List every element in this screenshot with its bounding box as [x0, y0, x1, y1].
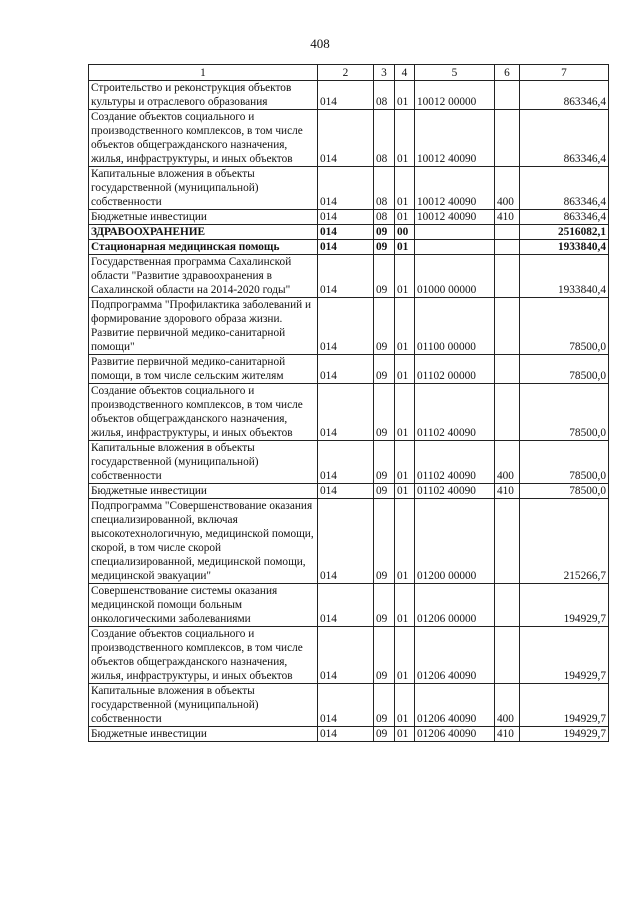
row-target-article-code: [415, 240, 495, 255]
row-target-article-code: 01206 40090: [415, 627, 495, 684]
row-name-cell: Бюджетные инвестиции: [89, 484, 318, 499]
row-section-code: 08: [374, 110, 395, 167]
row-section-code: 09: [374, 255, 395, 298]
row-amount: 78500,0: [520, 484, 609, 499]
row-subsection-code: 01: [395, 499, 415, 584]
row-expense-type-code: [495, 355, 520, 384]
row-name-cell: Капитальные вложения в объекты государственной (муниципальной) собственности: [89, 441, 318, 484]
table-row: [89, 225, 609, 240]
row-name-cell: Стационарная медицинская помощь: [89, 240, 318, 255]
row-department-code: 014: [318, 110, 374, 167]
row-expense-type-code: [495, 240, 520, 255]
table-body: [89, 65, 609, 742]
row-name-cell: Капитальные вложения в объекты государственной (муниципальной) собственности: [89, 684, 318, 727]
table-row: [89, 81, 609, 110]
column-header: 3: [374, 65, 395, 81]
row-section-code: 09: [374, 225, 395, 240]
row-section-code: 09: [374, 441, 395, 484]
row-amount: 863346,4: [520, 167, 609, 210]
table-row: [89, 484, 609, 499]
row-amount: 194929,7: [520, 627, 609, 684]
row-department-code: 014: [318, 484, 374, 499]
row-amount: 863346,4: [520, 110, 609, 167]
row-subsection-code: 01: [395, 627, 415, 684]
budget-table: [88, 64, 609, 742]
header-row: [89, 65, 609, 81]
row-department-code: 014: [318, 441, 374, 484]
row-target-article-code: 01102 40090: [415, 384, 495, 441]
row-expense-type-code: 400: [495, 167, 520, 210]
row-name-cell: Создание объектов социального и производственного комплексов, в том числе объектов общегражданского назначения, жилья, инфраструктуры, и иных объектов: [89, 110, 318, 167]
row-amount: 863346,4: [520, 81, 609, 110]
row-amount: 2516082,1: [520, 225, 609, 240]
row-expense-type-code: 410: [495, 484, 520, 499]
row-section-code: 09: [374, 298, 395, 355]
row-amount: 1933840,4: [520, 240, 609, 255]
row-amount: 78500,0: [520, 298, 609, 355]
row-section-code: 09: [374, 499, 395, 584]
row-target-article-code: 01102 40090: [415, 441, 495, 484]
row-amount: 863346,4: [520, 210, 609, 225]
row-subsection-code: 01: [395, 81, 415, 110]
table-row: [89, 210, 609, 225]
row-department-code: 014: [318, 210, 374, 225]
row-expense-type-code: [495, 225, 520, 240]
row-name-cell: Совершенствование системы оказания медицинской помощи больным онкологическими заболеваниями: [89, 584, 318, 627]
row-expense-type-code: 400: [495, 441, 520, 484]
row-expense-type-code: [495, 255, 520, 298]
row-subsection-code: 00: [395, 225, 415, 240]
row-section-code: 09: [374, 727, 395, 742]
row-target-article-code: 01206 00000: [415, 584, 495, 627]
row-subsection-code: 01: [395, 684, 415, 727]
column-header: 2: [318, 65, 374, 81]
table-row: [89, 499, 609, 584]
row-section-code: 09: [374, 384, 395, 441]
row-department-code: 014: [318, 225, 374, 240]
row-target-article-code: 01206 40090: [415, 727, 495, 742]
row-amount: 1933840,4: [520, 255, 609, 298]
row-subsection-code: 01: [395, 355, 415, 384]
row-department-code: 014: [318, 355, 374, 384]
row-subsection-code: 01: [395, 441, 415, 484]
row-target-article-code: 10012 40090: [415, 210, 495, 225]
row-amount: 215266,7: [520, 499, 609, 584]
row-target-article-code: 10012 40090: [415, 167, 495, 210]
row-section-code: 09: [374, 355, 395, 384]
table-row: [89, 255, 609, 298]
column-header: 1: [89, 65, 318, 81]
table-row: [89, 584, 609, 627]
row-target-article-code: [415, 225, 495, 240]
row-department-code: 014: [318, 384, 374, 441]
table-row: [89, 167, 609, 210]
row-subsection-code: 01: [395, 167, 415, 210]
row-section-code: 09: [374, 484, 395, 499]
table-row: [89, 384, 609, 441]
table-row: [89, 110, 609, 167]
page-number: 408: [310, 36, 330, 51]
row-name-cell: Государственная программа Сахалинской области "Развитие здравоохранения в Сахалинской области на 2014-2020 годы": [89, 255, 318, 298]
row-department-code: 014: [318, 627, 374, 684]
row-name-cell: Бюджетные инвестиции: [89, 210, 318, 225]
row-amount: 78500,0: [520, 384, 609, 441]
table-row: [89, 627, 609, 684]
row-target-article-code: 01102 40090: [415, 484, 495, 499]
row-amount: 78500,0: [520, 441, 609, 484]
row-target-article-code: 01102 00000: [415, 355, 495, 384]
row-section-code: 08: [374, 210, 395, 225]
row-section-code: 09: [374, 584, 395, 627]
table-row: [89, 298, 609, 355]
row-expense-type-code: [495, 627, 520, 684]
row-department-code: 014: [318, 727, 374, 742]
row-name-cell: Подпрограмма "Профилактика заболеваний и формирование здорового образа жизни. Развитие первичной медико-санитарной помощи": [89, 298, 318, 355]
row-name-cell: Капитальные вложения в объекты государственной (муниципальной) собственности: [89, 167, 318, 210]
row-name-cell: Создание объектов социального и производственного комплексов, в том числе объектов общегражданского назначения, жилья, инфраструктуры, и иных объектов: [89, 384, 318, 441]
row-name-cell: ЗДРАВООХРАНЕНИЕ: [89, 225, 318, 240]
row-name-cell: Создание объектов социального и производственного комплексов, в том числе объектов общегражданского назначения, жилья, инфраструктуры, и иных объектов: [89, 627, 318, 684]
row-subsection-code: 01: [395, 384, 415, 441]
row-expense-type-code: [495, 81, 520, 110]
row-expense-type-code: 410: [495, 727, 520, 742]
table-row: [89, 240, 609, 255]
row-target-article-code: 10012 00000: [415, 81, 495, 110]
table-row: [89, 355, 609, 384]
row-expense-type-code: 410: [495, 210, 520, 225]
row-department-code: 014: [318, 81, 374, 110]
row-subsection-code: 01: [395, 255, 415, 298]
row-expense-type-code: [495, 110, 520, 167]
row-department-code: 014: [318, 255, 374, 298]
row-department-code: 014: [318, 298, 374, 355]
row-department-code: 014: [318, 584, 374, 627]
row-name-cell: Строительство и реконструкция объектов культуры и отраслевого образования: [89, 81, 318, 110]
row-subsection-code: 01: [395, 110, 415, 167]
row-target-article-code: 01000 00000: [415, 255, 495, 298]
row-department-code: 014: [318, 240, 374, 255]
row-target-article-code: 01200 00000: [415, 499, 495, 584]
row-name-cell: Развитие первичной медико-санитарной помощи, в том числе сельским жителям: [89, 355, 318, 384]
column-header: 5: [415, 65, 495, 81]
row-expense-type-code: [495, 298, 520, 355]
row-section-code: 09: [374, 240, 395, 255]
row-target-article-code: 01100 00000: [415, 298, 495, 355]
row-department-code: 014: [318, 684, 374, 727]
row-section-code: 08: [374, 81, 395, 110]
row-section-code: 09: [374, 627, 395, 684]
row-subsection-code: 01: [395, 727, 415, 742]
row-amount: 194929,7: [520, 727, 609, 742]
row-subsection-code: 01: [395, 484, 415, 499]
row-name-cell: Бюджетные инвестиции: [89, 727, 318, 742]
row-amount: 78500,0: [520, 355, 609, 384]
row-subsection-code: 01: [395, 584, 415, 627]
row-name-cell: Подпрограмма "Совершенствование оказания специализированной, включая высокотехнологичную, медицинской помощи, скорой, в том числе скорой специализированной, медицинской помощи, медицинской эвакуации": [89, 499, 318, 584]
row-expense-type-code: [495, 584, 520, 627]
column-header: 7: [520, 65, 609, 81]
row-amount: 194929,7: [520, 684, 609, 727]
row-subsection-code: 01: [395, 210, 415, 225]
table-row: [89, 441, 609, 484]
row-expense-type-code: [495, 384, 520, 441]
row-department-code: 014: [318, 499, 374, 584]
row-subsection-code: 01: [395, 240, 415, 255]
row-expense-type-code: [495, 499, 520, 584]
row-subsection-code: 01: [395, 298, 415, 355]
column-header: 4: [395, 65, 415, 81]
row-target-article-code: 01206 40090: [415, 684, 495, 727]
row-expense-type-code: 400: [495, 684, 520, 727]
row-section-code: 08: [374, 167, 395, 210]
table-row: [89, 684, 609, 727]
row-amount: 194929,7: [520, 584, 609, 627]
column-header: 6: [495, 65, 520, 81]
row-department-code: 014: [318, 167, 374, 210]
row-target-article-code: 10012 40090: [415, 110, 495, 167]
row-section-code: 09: [374, 684, 395, 727]
table-row: [89, 727, 609, 742]
